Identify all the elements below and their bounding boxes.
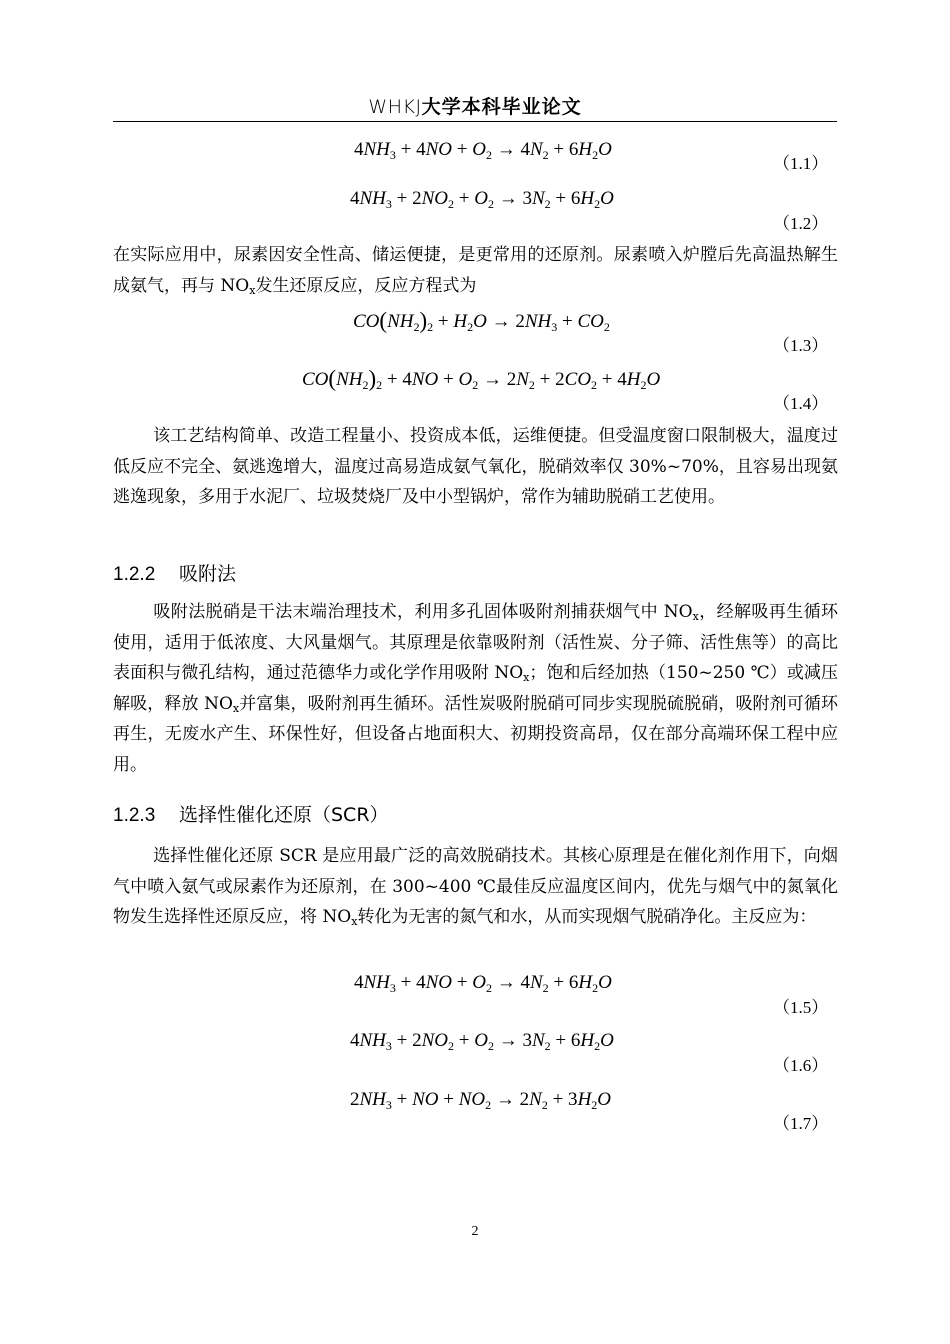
text: 在实际应用中，尿素因安全性高、储运便捷，是更常用的还原剂。尿素喷入炉膛后先高温热解生成氨气，再与 NO <box>113 245 838 296</box>
subscript: x <box>523 671 530 684</box>
text: ，经解吸再生循环使用，适用于低浓度、大风量烟气。其原理是依靠吸附剂（活性炭、分子筛、活性焦等）的高比表面积与微孔结构，通过范德华力或化学作用吸附 NO <box>113 602 839 683</box>
header-latin: WHKJ <box>368 96 422 118</box>
text: 发生还原反应，反应方程式为 <box>255 275 477 296</box>
subscript: x <box>351 915 358 928</box>
paragraph-adsorption <box>113 597 838 780</box>
text: 吸附法脱硝是干法末端治理技术，利用多孔固体吸附剂捕获烟气中 NO <box>153 602 693 622</box>
section-heading-1-2-3 <box>113 800 389 827</box>
equation-number: （1.7） <box>773 1114 829 1133</box>
equation-1-1: $4NH_3 + 4NO + O_2 \to 4N_2 + 6H_2O$ <box>354 139 612 162</box>
section-number: 1.2.3 <box>113 805 156 826</box>
section-title: 选择性催化还原（SCR） <box>179 804 389 826</box>
equation-1-3: $CO(NH_2)_2 + H_2O \to 2NH_3 + CO_2$ <box>353 308 610 334</box>
equation-1-5: $4NH_3 + 4NO + O_2 \to 4N_2 + 6H_2O$ <box>354 972 612 995</box>
text: 转化为无害的氮气和水，从而实现烟气脱硝净化。主反应为： <box>357 907 817 927</box>
paragraph-scr <box>113 841 838 933</box>
equation-1-6: $4NH_3 + 2NO_2 + O_2 \to 3N_2 + 6H_2O$ <box>350 1030 614 1053</box>
paragraph-sncr-summary <box>113 421 838 513</box>
equation-number: （1.1） <box>773 154 829 173</box>
equation-1-7: $2NH_3$ + NO + $NO_2 \to 2N_2 + 3H_2O$ <box>350 1089 612 1112</box>
equation-1-4: $CO(NH_2)_2 + 4NO + O_2 \to 2N_2 + 2CO_2 + 4H_2O$ <box>302 366 661 392</box>
page-number: 2 <box>471 1224 479 1239</box>
running-header <box>113 92 837 119</box>
paragraph-urea <box>113 240 838 301</box>
subscript: x <box>232 701 240 715</box>
section-number: 1.2.2 <box>113 564 156 585</box>
subscript: x <box>692 610 699 623</box>
equation-number: （1.2） <box>773 214 829 233</box>
subscript: x <box>249 283 256 297</box>
equation-number: （1.3） <box>773 336 829 355</box>
header-rule <box>113 121 837 122</box>
equation-1-2: $4NH_3 + 2NO_2 + O_2 \to 3N_2 + 6H_2O$ <box>350 188 614 211</box>
section-heading-1-2-2 <box>113 559 236 586</box>
equation-number: （1.6） <box>773 1056 829 1075</box>
section-title: 吸附法 <box>179 563 237 585</box>
equation-number: （1.4） <box>773 394 829 413</box>
text: 选择性催化还原 SCR 是应用最广泛的高效脱硝技术。其核心原理是在催化剂作用下，向烟气中喷入氨气或尿素作为还原剂，在 300~400 ℃最佳反应温度区间内，优先与烟气中的氮氧化物发生选择性还原反应，将 NO <box>113 846 838 927</box>
text: 该工艺结构简单、改造工程量小、投资成本低，运维便捷。但受温度窗口限制极大，温度过低反应不完全、氨逃逸增大，温度过高易造成氨气氧化，脱硝效率仅 30%~70%，且容易出现氨逃逸现象，多用于水泥厂、垃圾焚烧厂及中小型锅炉，常作为辅助脱硝工艺使用。 <box>113 426 838 507</box>
text: ；饱和后经加热（150~250 ℃）或减压解吸，释放 NO <box>113 663 839 714</box>
text: 并富集，吸附剂再生循环。活性炭吸附脱硝可同步实现脱硫脱硝，吸附剂可循环再生，无废水产生、环保性好，但设备占地面积大、初期投资高昂，仅在部分高端环保工程中应用。 <box>113 693 839 775</box>
equation-number: （1.5） <box>773 998 829 1017</box>
header-title: 大学本科毕业论文 <box>421 96 582 118</box>
